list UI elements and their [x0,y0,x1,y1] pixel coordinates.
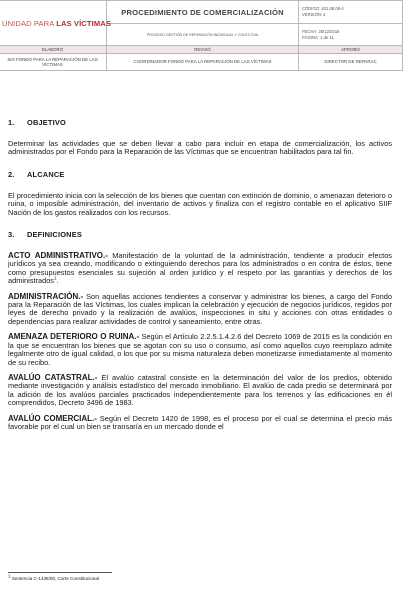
document-body [8,118,392,438]
document-date: FECHA: 26/12/2016 [302,28,340,34]
document-title: PROCEDIMIENTO DE COMERCIALIZACIÓN [121,7,284,17]
title-cell [107,1,299,24]
process-name: PROCESO GESTIÓN DE REPARACIÓN INDIVIDUAL Y COLECTIVA [146,32,259,37]
document-code: CÓDIGO: 401.08.08-4 [302,6,344,11]
definition-administracion: ADMINISTRACIÓN.- Son aquellas acciones tendientes a conservar y administrar los bienes, a cargo del Fondo para la Reparación de las Víctimas, los cuales implican la celebración y ejecución de negocios jurídicos, regidos por leyes de derecho privado y la realización de avalúos, inspecciones in situ y acciones con otras entidades o dependencias para realizar actividades de control y saneamiento, entre otras. [8,291,392,326]
footnote: $^1$ Sentencia C-1436/00, Corte Constitucional [8,573,99,581]
document-version: VERSIÓN: 4 [302,12,326,17]
meta-cell-bottom [299,24,403,46]
footnote-reference: 1 [54,275,57,281]
definition-amenaza-deterioro: AMENAZA DETERIORO O RUINA.- Según el Artículo 2.2.5.1.4.2.6 del Decreto 1069 de 2015 es la condición en la que se encuentran los bienes que se agotan con su uso o consumo, así como aquellos cuyo reemplazo admite legalmente otro de igual calidad, o los que por su misma naturaleza deben monetizarse inmediatamente al momento de su recibo. [8,332,393,367]
document-header-table [0,0,403,71]
prepared-label: ELABORÓ [0,46,107,54]
footnote-separator [8,572,112,573]
reviewed-label: REVISÓ [107,46,299,54]
process-cell [107,24,299,46]
definition-avaluo-comercial: AVALÚO COMERCIAL.- Según el Decreto 1420 de 1998, es el proceso por el cual se determina el precio más favorable por el cual un bien se transaría en un mercado donde el [8,413,393,431]
approved-by: DIRECTOR DE REPARAC [299,54,403,71]
prepared-by: SIG FONDO PARA LA REPARACIÓN DE LAS VÍCTIMAS [0,54,107,71]
approved-label: APROBÓ [299,46,403,54]
section-text-alcance: El procedimiento inicia con la selección de los bienes que cuentan con extinción de dominio, o amenazan deterioro o ruina, o imposible administración, del inventario de activos y finaliza con el registro contable en el aplicativo SIIF Nación de los gastos realizados con los recursos. [8,190,392,217]
section-heading-definiciones: 3. DEFINICIONES [8,230,82,240]
definition-avaluo-catastral: AVALÚO CATASTRAL.- El avalúo catastral consiste en la determinación del valor de los predios, obtenido mediante investigación y análisis estadístico del mercado inmobiliario. El avalúo de cada predio se determinará por la adición de los avalúos parciales practicados independientemente para los terrenos y las edificaciones en él comprendidos, Decreto 3496 de 1983. [8,372,392,408]
reviewed-by: COORDINADOR FONDO PARA LA REPARACIÓN DE LAS VÍCTIMAS [107,54,299,71]
section-heading-alcance: 2. ALCANCE [8,169,65,179]
section-text-objetivo: Determinar las actividades que se deben llevar a cabo para incluir en etapa de comercialización, los activos administrados por el Fondo para la Reparación de las Víctimas que se encuentran habilitados para tal fin. [8,139,392,157]
logo-cell [0,1,112,46]
unidad-victimas-logo: UNIDAD PARA LAS VÍCTIMAS [2,18,112,28]
meta-cell-top [299,1,403,24]
section-heading-objetivo: 1. OBJETIVO [8,118,66,127]
definition-acto-administrativo: ACTO ADMINISTRATIVO.- Manifestación de la voluntad de la administración, tendiente a producir efectos jurídicos ya sea creando, modificando o extinguiendo derechos para los administrados o en contra de éstos, tiene como presupuestos esenciales su sujeción al orden jurídico y el respeto por las garantías y derechos de los administrados$^1$. [8,251,393,286]
document-page-count: PÁGINA: 1 de 11 [302,34,334,40]
